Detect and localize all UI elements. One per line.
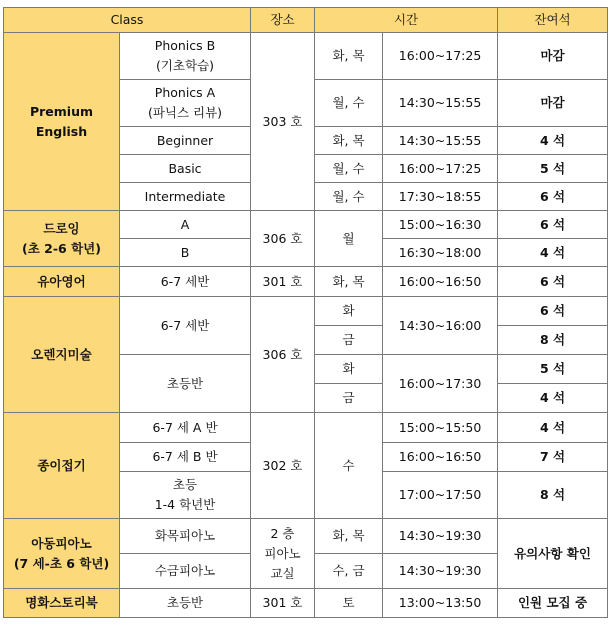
class-name: 초등 1-4 학년반 [120,472,251,519]
class-name: 초등반 [120,589,251,618]
days-cell: 화 [315,297,383,326]
time-cell: 14:30~15:55 [383,127,498,155]
header-seats: 잔여석 [498,8,608,33]
group-kids-english: 유아영어 [4,267,120,297]
class-name: 6-7 세 B 반 [120,443,251,472]
time-cell: 13:00~13:50 [383,589,498,618]
class-schedule-table [3,7,608,618]
time-cell: 16:30~18:00 [383,239,498,267]
days-cell: 월, 수 [315,80,383,127]
group-drawing: 드로잉 (초 2-6 학년) [4,211,120,267]
seats-cell: 인원 모집 중 [498,589,608,618]
time-cell: 14:30~19:30 [383,554,498,589]
seats-cell: 4 석 [498,239,608,267]
time-cell: 16:00~17:30 [383,355,498,413]
days-cell: 토 [315,589,383,618]
table-row [4,211,608,239]
days-cell: 화 [315,355,383,384]
group-orange-art: 오렌지미술 [4,297,120,413]
time-cell: 15:00~15:50 [383,413,498,443]
class-name: A [120,211,251,239]
seats-cell: 5 석 [498,355,608,384]
seats-cell: 4 석 [498,413,608,443]
room-cell: 303 호 [251,33,315,211]
days-cell: 화, 목 [315,33,383,80]
header-row [4,8,608,33]
group-piano: 아동피아노 (7 세-초 6 학년) [4,519,120,589]
seats-cell: 6 석 [498,211,608,239]
room-cell: 2 층 피아노 교실 [251,519,315,589]
table-row [4,297,608,326]
days-cell: 월 [315,211,383,267]
group-premium-english: Premium English [4,33,120,211]
time-cell: 16:00~16:50 [383,443,498,472]
class-name: B [120,239,251,267]
time-cell: 17:30~18:55 [383,183,498,211]
seats-cell: 마감 [498,80,608,127]
time-cell: 14:30~15:55 [383,80,498,127]
table-row [4,519,608,554]
days-cell: 금 [315,384,383,413]
seats-cell: 마감 [498,33,608,80]
time-cell: 17:00~17:50 [383,472,498,519]
room-cell: 301 호 [251,267,315,297]
table-row [4,589,608,618]
seats-cell: 8 석 [498,326,608,355]
class-name: 초등반 [120,355,251,413]
group-origami: 종이접기 [4,413,120,519]
class-name: Beginner [120,127,251,155]
days-cell: 화, 목 [315,519,383,554]
seats-cell: 4 석 [498,127,608,155]
class-name: Intermediate [120,183,251,211]
seats-cell: 5 석 [498,155,608,183]
class-name: 6-7 세 A 반 [120,413,251,443]
days-cell: 수 [315,413,383,519]
class-name: Phonics A (파닉스 리뷰) [120,80,251,127]
group-story-book: 명화스토리북 [4,589,120,618]
class-name: Phonics B (기초학습) [120,33,251,80]
time-cell: 16:00~17:25 [383,155,498,183]
table-row [4,33,608,80]
seats-cell: 6 석 [498,183,608,211]
days-cell: 수, 금 [315,554,383,589]
class-name: 6-7 세반 [120,267,251,297]
class-name: Basic [120,155,251,183]
room-cell: 306 호 [251,211,315,267]
seats-cell: 7 석 [498,443,608,472]
seats-cell: 6 석 [498,297,608,326]
header-time: 시간 [315,8,498,33]
room-cell: 301 호 [251,589,315,618]
days-cell: 금 [315,326,383,355]
time-cell: 16:00~17:25 [383,33,498,80]
seats-cell: 유의사항 확인 [498,519,608,589]
days-cell: 월, 수 [315,155,383,183]
class-name: 수금피아노 [120,554,251,589]
seats-cell: 6 석 [498,267,608,297]
time-cell: 16:00~16:50 [383,267,498,297]
header-room: 장소 [251,8,315,33]
days-cell: 화, 목 [315,267,383,297]
time-cell: 14:30~19:30 [383,519,498,554]
class-name: 6-7 세반 [120,297,251,355]
days-cell: 화, 목 [315,127,383,155]
header-class: Class [4,8,251,33]
room-cell: 306 호 [251,297,315,413]
room-cell: 302 호 [251,413,315,519]
time-cell: 15:00~16:30 [383,211,498,239]
table-row [4,413,608,443]
seats-cell: 8 석 [498,472,608,519]
time-cell: 14:30~16:00 [383,297,498,355]
class-name: 화목피아노 [120,519,251,554]
days-cell: 월, 수 [315,183,383,211]
table-row [4,267,608,297]
seats-cell: 4 석 [498,384,608,413]
